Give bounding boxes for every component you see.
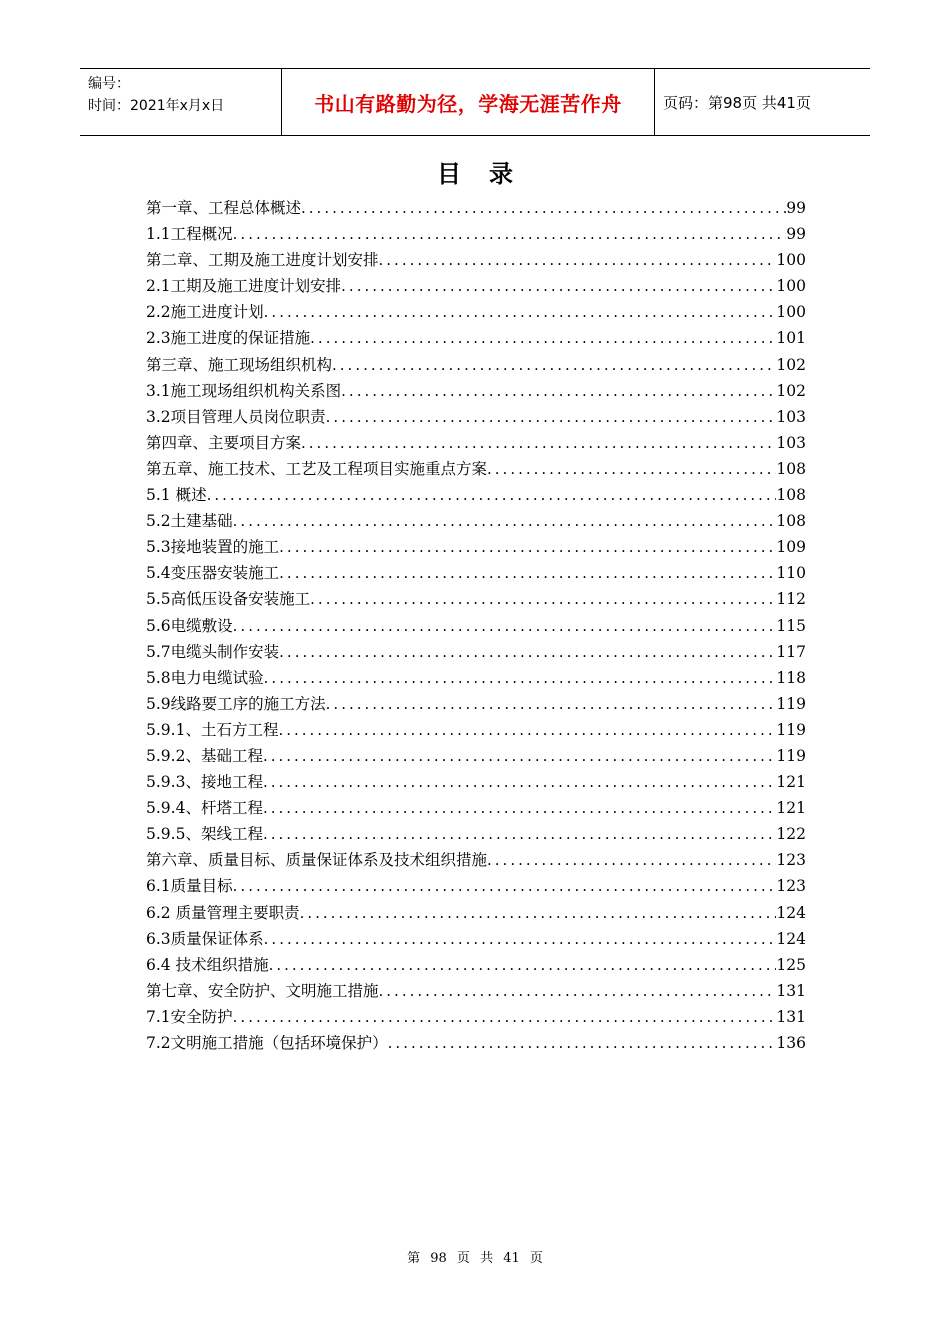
toc-entry[interactable]: [146, 821, 806, 847]
toc-entry[interactable]: [146, 560, 806, 586]
toc-entry-page: 115: [776, 616, 806, 635]
toc-entry[interactable]: [146, 430, 806, 456]
toc-entry-page: 125: [776, 955, 806, 974]
toc-entry-title: 2.2施工进度计划: [146, 303, 264, 322]
toc-entry-page: 122: [776, 825, 806, 844]
toc-entry[interactable]: [146, 352, 806, 378]
toc-entry-title: 3.2项目管理人员岗位职责: [146, 407, 326, 426]
toc-entry-page: 103: [776, 433, 806, 452]
toc-entry-page: 131: [776, 981, 806, 1000]
toc-entry-title: 2.1工期及施工进度计划安排: [146, 277, 342, 296]
toc-leader-dots: [300, 900, 777, 926]
toc-leader-dots: [278, 717, 776, 743]
header-page-info: 页码：第98页 共41页: [663, 93, 811, 112]
toc-entry-title: 5.9.4、杆塔工程: [146, 799, 263, 818]
toc-entry-title: 5.9.1、土石方工程: [146, 720, 279, 739]
toc-leader-dots: [341, 378, 776, 404]
toc-entry[interactable]: [146, 900, 806, 926]
toc-leader-dots: [263, 769, 776, 795]
toc-entry-title: 5.9.3、接地工程: [146, 773, 263, 792]
toc-entry-page: 112: [776, 590, 806, 609]
toc-entry[interactable]: [146, 534, 806, 560]
toc-entry-title: 6.3质量保证体系: [146, 929, 264, 948]
toc-entry-page: 110: [776, 564, 806, 583]
toc-entry-page: 119: [776, 720, 806, 739]
toc-entry-title: 6.4 技术组织措施: [146, 955, 269, 974]
toc-entry-page: 123: [776, 877, 806, 896]
toc-leader-dots: [233, 613, 777, 639]
toc-entry-page: 108: [776, 459, 806, 478]
toc-entry[interactable]: [146, 873, 806, 899]
toc-entry-title: 7.2文明施工措施（包括环境保护）: [146, 1034, 388, 1052]
toc-entry[interactable]: [146, 769, 806, 795]
header-meta: [80, 69, 282, 135]
toc-leader-dots: [379, 247, 777, 273]
toc-entry-title: 7.1安全防护: [146, 1007, 233, 1026]
toc-entry-title: 6.1质量目标: [146, 877, 233, 896]
toc-entry-title: 1.1工程概况: [146, 225, 233, 244]
toc-entry-page: 124: [776, 929, 806, 948]
toc-entry-title: 第五章、施工技术、工艺及工程项目实施重点方案: [146, 459, 488, 478]
toc-leader-dots: [301, 430, 776, 456]
toc-entry-page: 109: [776, 538, 806, 557]
toc-leader-dots: [310, 325, 776, 351]
toc-entry[interactable]: [146, 508, 806, 534]
toc-entry-page: 103: [776, 407, 806, 426]
toc-entry-page: 101: [776, 329, 806, 348]
toc-title: 目录: [437, 160, 541, 188]
toc-entry-title: 5.2土建基础: [146, 512, 233, 531]
toc-entry[interactable]: [146, 847, 806, 873]
toc-leader-dots: [233, 873, 777, 899]
table-of-contents: [146, 195, 806, 1056]
toc-leader-dots: [332, 352, 776, 378]
toc-entry[interactable]: [146, 247, 806, 273]
toc-entry-title: 5.9.5、架线工程: [146, 825, 263, 844]
toc-entry[interactable]: [146, 1030, 806, 1056]
toc-leader-dots: [301, 195, 786, 221]
toc-entry-page: 121: [776, 773, 806, 792]
toc-entry-title: 5.1 概述: [146, 486, 207, 505]
toc-entry-page: 117: [776, 642, 806, 661]
toc-entry-title: 5.4变压器安装施工: [146, 564, 280, 583]
toc-entry-title: 5.3接地装置的施工: [146, 538, 280, 557]
toc-entry-title: 5.5高低压设备安装施工: [146, 590, 311, 609]
toc-entry[interactable]: [146, 482, 806, 508]
toc-entry-page: 118: [776, 668, 806, 687]
toc-leader-dots: [264, 665, 777, 691]
toc-leader-dots: [233, 1004, 777, 1030]
toc-entry[interactable]: [146, 978, 806, 1004]
toc-entry-title: 5.7电缆头制作安装: [146, 642, 280, 661]
toc-entry[interactable]: [146, 952, 806, 978]
toc-leader-dots: [233, 221, 787, 247]
document-time: 时间：2021年x月x日: [88, 98, 225, 114]
toc-leader-dots: [379, 978, 777, 1004]
document-number-label: 编号：: [88, 76, 130, 92]
page-footer: 第 98 页 共 41 页: [407, 1251, 543, 1266]
toc-leader-dots: [263, 743, 776, 769]
toc-entry-title: 5.9.2、基础工程: [146, 746, 263, 765]
toc-entry-page: 136: [776, 1034, 806, 1052]
toc-entry-title: 5.9线路要工序的施工方法: [146, 694, 326, 713]
toc-entry-page: 102: [776, 381, 806, 400]
toc-leader-dots: [207, 482, 777, 508]
toc-entry[interactable]: [146, 273, 806, 299]
toc-entry-page: 100: [776, 303, 806, 322]
toc-entry[interactable]: [146, 717, 806, 743]
toc-entry[interactable]: [146, 795, 806, 821]
toc-leader-dots: [341, 273, 776, 299]
toc-entry-title: 第七章、安全防护、文明施工措施: [146, 981, 379, 1000]
toc-entry-page: 121: [776, 799, 806, 818]
toc-entry-title: 第六章、质量目标、质量保证体系及技术组织措施: [146, 851, 488, 870]
toc-entry[interactable]: [146, 221, 806, 247]
toc-entry[interactable]: [146, 378, 806, 404]
toc-leader-dots: [233, 508, 777, 534]
toc-entry[interactable]: [146, 325, 806, 351]
toc-entry-page: 100: [776, 277, 806, 296]
toc-entry[interactable]: [146, 639, 806, 665]
toc-entry-title: 5.8电力电缆试验: [146, 668, 264, 687]
header-motto: 书山有路勤为径，学海无涯苦作舟: [282, 69, 655, 135]
toc-entry-title: 第一章、工程总体概述: [146, 199, 302, 217]
toc-entry-title: 第四章、主要项目方案: [146, 433, 302, 452]
toc-entry-title: 5.6电缆敷设: [146, 616, 233, 635]
toc-leader-dots: [279, 534, 776, 560]
toc-entry[interactable]: [146, 665, 806, 691]
toc-entry-page: 119: [776, 694, 806, 713]
toc-leader-dots: [388, 1030, 777, 1056]
page-header: [80, 68, 870, 136]
toc-leader-dots: [487, 847, 776, 873]
toc-leader-dots: [263, 821, 776, 847]
toc-leader-dots: [326, 691, 777, 717]
toc-entry[interactable]: [146, 299, 806, 325]
toc-entry-page: 102: [776, 355, 806, 374]
toc-leader-dots: [269, 952, 777, 978]
toc-leader-dots: [263, 795, 776, 821]
toc-entry-page: 100: [776, 251, 806, 270]
toc-entry-page: 119: [776, 746, 806, 765]
toc-leader-dots: [279, 639, 776, 665]
toc-entry[interactable]: [146, 691, 806, 717]
toc-leader-dots: [310, 586, 776, 612]
toc-entry-title: 3.1施工现场组织机构关系图: [146, 381, 342, 400]
toc-entry-title: 第二章、工期及施工进度计划安排: [146, 251, 379, 270]
toc-entry-page: 108: [776, 486, 806, 505]
toc-entry[interactable]: [146, 456, 806, 482]
toc-entry-title: 2.3施工进度的保证措施: [146, 329, 311, 348]
toc-entry-title: 第三章、施工现场组织机构: [146, 355, 333, 374]
toc-entry[interactable]: [146, 1004, 806, 1030]
toc-entry[interactable]: [146, 404, 806, 430]
toc-leader-dots: [487, 456, 776, 482]
toc-entry-page: 99: [786, 199, 806, 217]
toc-entry[interactable]: [146, 586, 806, 612]
toc-entry[interactable]: [146, 926, 806, 952]
toc-leader-dots: [326, 404, 777, 430]
toc-entry-page: 124: [776, 903, 806, 922]
toc-entry-page: 131: [776, 1007, 806, 1026]
toc-entry-page: 108: [776, 512, 806, 531]
toc-leader-dots: [264, 299, 777, 325]
toc-leader-dots: [279, 560, 776, 586]
toc-entry-title: 6.2 质量管理主要职责: [146, 903, 300, 922]
toc-leader-dots: [264, 926, 777, 952]
toc-entry[interactable]: [146, 743, 806, 769]
toc-entry[interactable]: [146, 613, 806, 639]
toc-entry[interactable]: [146, 195, 806, 221]
toc-entry-page: 99: [786, 225, 806, 244]
toc-entry-page: 123: [776, 851, 806, 870]
